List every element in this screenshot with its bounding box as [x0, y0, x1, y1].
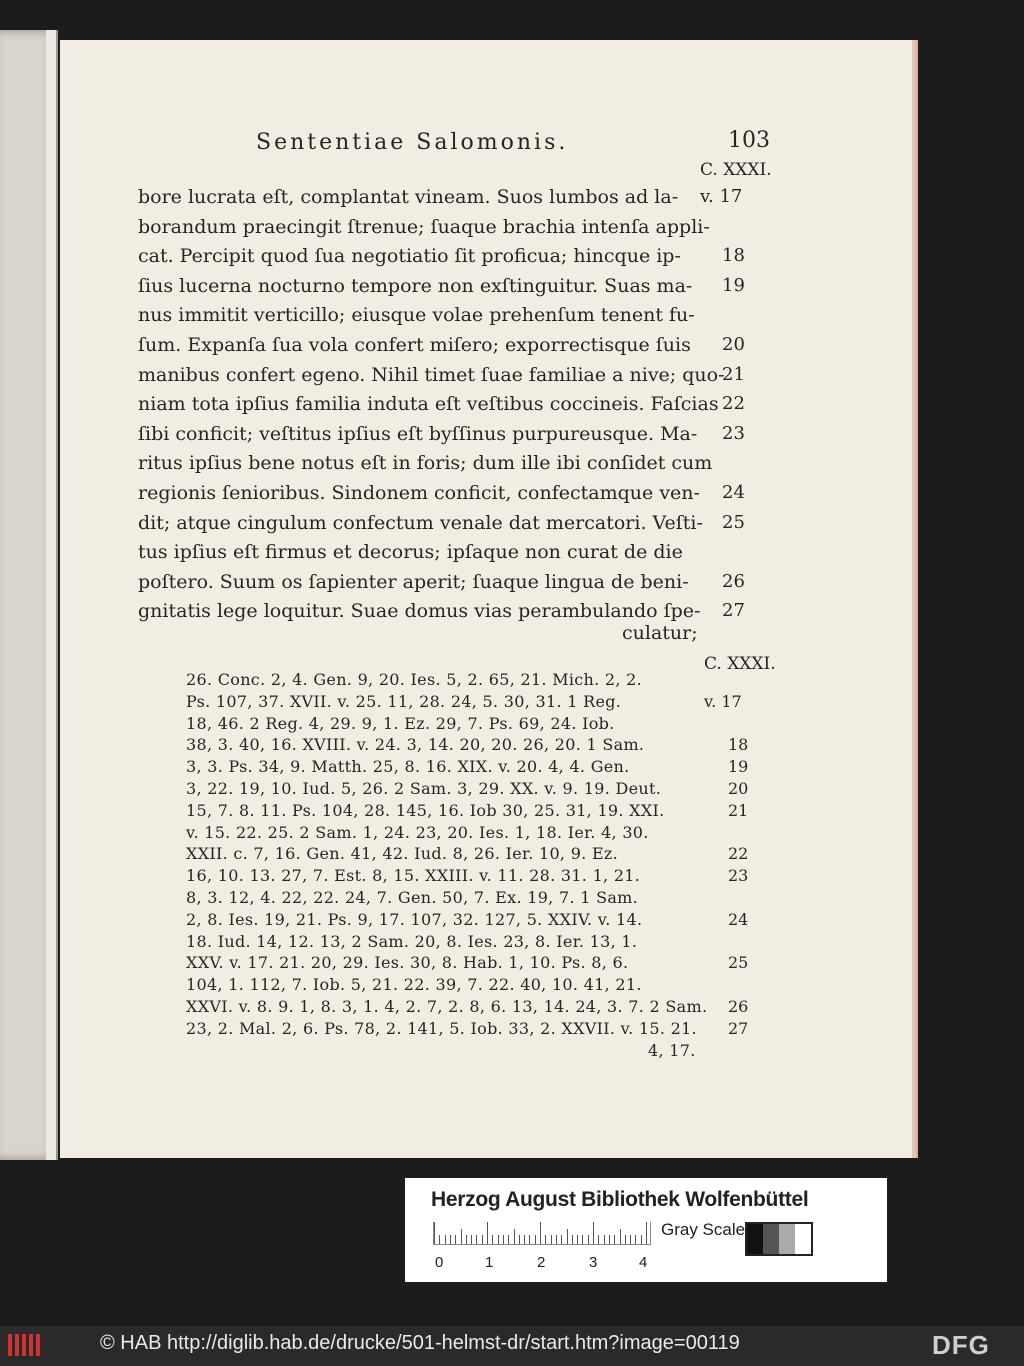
ruler-tick: [439, 1235, 440, 1244]
ruler-tick: [529, 1235, 530, 1244]
note-line: 18. Iud. 14, 12. 13, 2 Sam. 20, 8. Ies. 23, 8. Ier. 13, 1.: [186, 931, 638, 951]
ruler-tick: [556, 1235, 557, 1244]
facing-page-margin: [46, 30, 56, 1160]
note-verse-number: 25: [728, 953, 749, 973]
gray-scale-swatches: [745, 1222, 813, 1256]
verse-number: v. 17: [700, 186, 743, 207]
note-line: 15, 7. 8. 11. Ps. 104, 28. 145, 16. Iob 30, 25. 31, 19. XXI.: [186, 800, 665, 820]
hab-logo-icon: [6, 1330, 46, 1360]
running-header: Sententiae Salomonis.: [256, 130, 569, 155]
ruler-tick: [445, 1235, 446, 1244]
ruler-tick: [482, 1235, 483, 1244]
text-line: poſtero. Suum os ſapienter aperit; ſuaque lingua de beni-: [138, 570, 689, 593]
page-number: 103: [728, 128, 770, 153]
note-line: 8, 3. 12, 4. 22, 22. 24, 7. Gen. 50, 7. Ex. 19, 7. 1 Sam.: [186, 888, 639, 907]
ruler-tick: [514, 1229, 515, 1244]
note-line: XXVI. v. 8. 9. 1, 8. 3, 1. 4, 2. 7, 2. 8, 6. 13, 14. 24, 3. 7. 2 Sam.: [186, 997, 708, 1016]
verse-number: 22: [722, 393, 745, 415]
gray-scale-label: Gray Scale: [661, 1220, 746, 1239]
copyright-link[interactable]: © HAB http://diglib.hab.de/drucke/501-helmst-dr/start.htm?image=00119: [100, 1332, 740, 1354]
ruler-tick: [487, 1222, 488, 1244]
ruler-tick: [455, 1235, 456, 1244]
ruler-number: 2: [537, 1254, 546, 1271]
chapter-marker-main: C. XXXI.: [700, 160, 772, 180]
note-line: XXV. v. 17. 21. 20, 29. Ies. 30, 8. Hab. 1, 10. Ps. 8, 6.: [186, 953, 629, 973]
text-line: ſum. Expanſa ſua vola confert miſero; exporrectisque ſuis: [138, 334, 691, 356]
ruler-tick: [535, 1235, 536, 1244]
text-line: dit; atque cingulum confectum venale dat mercatori. Veſti-: [138, 511, 703, 534]
ruler-tick: [646, 1222, 647, 1244]
ruler-tick: [625, 1235, 626, 1244]
ruler-tick: [519, 1235, 520, 1244]
text-line: bore lucrata eſt, complantat vineam. Suos lumbos ad la-: [138, 186, 679, 208]
ruler-number: 1: [485, 1254, 494, 1271]
note-line: 38, 3. 40, 16. XVIII. v. 24. 3, 14. 20, 20. 26, 20. 1 Sam.: [186, 735, 645, 755]
ruler-tick: [567, 1229, 568, 1244]
text-line: nus immitit verticillo; eiusque volae prehenſum tenent fu-: [138, 304, 695, 327]
library-name: Herzog August Bibliothek Wolfenbüttel: [431, 1188, 809, 1211]
ruler-tick: [476, 1235, 477, 1244]
ruler-tick: [545, 1235, 546, 1244]
note-verse-number: 26: [728, 997, 749, 1016]
note-line: 3, 3. Ps. 34, 9. Matth. 25, 8. 16. XIX. v. 20. 4, 4. Gen.: [186, 757, 630, 777]
dfg-logo: DFG: [932, 1330, 990, 1360]
text-line: tus ipſius eſt firmus et decorus; ipſaque non curat de die: [138, 541, 683, 564]
ruler-tick: [609, 1235, 610, 1244]
ruler-number: 3: [589, 1254, 598, 1271]
note-verse-number: 18: [728, 735, 749, 755]
ruler-tick: [551, 1235, 552, 1244]
note-verse-number: 19: [728, 757, 749, 777]
note-verse-number: 27: [728, 1018, 749, 1038]
note-verse-number: 23: [728, 866, 749, 886]
ruler-tick: [577, 1235, 578, 1244]
text-line: cat. Percipit quod ſua negotiatio ſit proficua; hincque ip-: [138, 245, 681, 268]
ruler-tick: [614, 1235, 615, 1244]
verse-number: 24: [722, 482, 745, 503]
note-verse-number: 22: [728, 844, 749, 864]
verse-number: 27: [722, 600, 745, 622]
ruler-tick: [635, 1235, 636, 1244]
ruler-tick: [540, 1222, 541, 1244]
ruler-tick: [498, 1235, 499, 1244]
text-line: regionis ſenioribus. Sindonem conficit, confectamque ven-: [138, 482, 700, 504]
verse-number: 25: [722, 511, 745, 533]
text-line: ſibi conficit; veſtitus ipſius eſt byſſinus purpureusque. Ma-: [138, 422, 698, 445]
note-line: XXII. c. 7, 16. Gen. 41, 42. Iud. 8, 26. Ier. 10, 9. Ez.: [186, 844, 619, 864]
ruler-tick: [434, 1222, 435, 1244]
verse-number: 23: [722, 422, 745, 444]
ruler-tick: [561, 1235, 562, 1244]
footer-bar: [0, 1326, 1024, 1366]
ruler-tick: [588, 1235, 589, 1244]
ruler-tick: [641, 1235, 642, 1244]
ruler-tick: [466, 1235, 467, 1244]
ruler-tick: [503, 1235, 504, 1244]
note-verse-number: 21: [728, 800, 749, 820]
ruler-tick: [450, 1235, 451, 1244]
ruler-tick: [461, 1229, 462, 1244]
text-line: gnitatis lege loquitur. Suae domus vias perambulando ſpe-: [138, 600, 701, 623]
chapter-marker-notes: C. XXXI.: [704, 654, 776, 674]
ruler-tick: [492, 1235, 493, 1244]
ruler-number: 4: [639, 1254, 648, 1271]
library-label: [405, 1178, 887, 1282]
note-line: 26. Conc. 2, 4. Gen. 9, 20. Ies. 5, 2. 65, 21. Mich. 2, 2.: [186, 670, 643, 689]
note-verse-number: 20: [728, 779, 749, 798]
ruler-tick: [582, 1235, 583, 1244]
note-verse-number: 24: [728, 909, 749, 929]
text-line: manibus confert egeno. Nihil timet ſuae familiae a nive; quo-: [138, 363, 725, 386]
text-line: niam tota ipſius familia induta eſt veſtibus coccineis. Faſcias: [138, 393, 719, 416]
ruler-tick: [604, 1235, 605, 1244]
ruler-tick: [471, 1235, 472, 1244]
ruler-tick: [524, 1235, 525, 1244]
ruler-tick: [620, 1229, 621, 1244]
verse-number: 18: [722, 245, 745, 267]
text-line: borandum praecingit ſtrenue; ſuaque brachia intenſa appli-: [138, 215, 710, 238]
ruler-number: 0: [435, 1254, 444, 1271]
ruler-tick: [508, 1235, 509, 1244]
note-line: v. 15. 22. 25. 2 Sam. 1, 24. 23, 20. Ies. 1, 18. Ier. 4, 30.: [186, 822, 649, 842]
note-line: 4, 17.: [648, 1040, 696, 1060]
ruler-tick: [630, 1235, 631, 1244]
verse-number: 21: [722, 363, 745, 385]
verse-number: 26: [722, 570, 745, 592]
verse-number: 19: [722, 274, 745, 296]
ruler-tick: [572, 1235, 573, 1244]
ruler-tick: [593, 1222, 594, 1244]
note-line: 16, 10. 13. 27, 7. Est. 8, 15. XXIII. v. 11. 28. 31. 1, 21.: [186, 866, 641, 886]
note-line: 23, 2. Mal. 2, 6. Ps. 78, 2. 141, 5. Iob. 33, 2. XXVII. v. 15. 21.: [186, 1018, 697, 1038]
text-line: ritus ipſius bene notus eſt in foris; dum ille ibi conſidet cum: [138, 452, 713, 475]
ruler-tick: [598, 1235, 599, 1244]
verse-number: 20: [722, 334, 745, 355]
note-line: Ps. 107, 37. XVII. v. 25. 11, 28. 24, 5. 30, 31. 1 Reg.: [186, 691, 622, 711]
note-verse-number: v. 17: [704, 691, 742, 711]
note-line: 18, 46. 2 Reg. 4, 29. 9, 1. Ez. 29, 7. Ps. 69, 24. Iob.: [186, 713, 615, 733]
text-line: ſius lucerna nocturno tempore non exſtinguitur. Suas ma-: [138, 274, 693, 297]
scale-ruler: [433, 1222, 651, 1245]
note-line: 3, 22. 19, 10. Iud. 5, 26. 2 Sam. 3, 29. XX. v. 9. 19. Deut.: [186, 779, 662, 798]
note-line: 104, 1. 112, 7. Iob. 5, 21. 22. 39, 7. 22. 40, 10. 41, 21.: [186, 975, 642, 995]
catchword: culatur;: [622, 622, 698, 644]
note-line: 2, 8. Ies. 19, 21. Ps. 9, 17. 107, 32. 127, 5. XXIV. v. 14.: [186, 909, 643, 929]
